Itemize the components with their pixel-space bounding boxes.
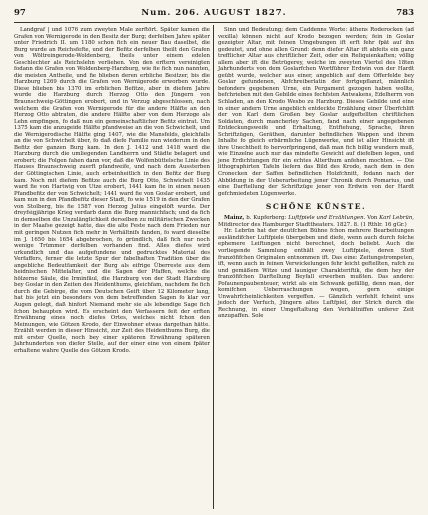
- review-heading: [218, 215, 414, 228]
- review-author-desc: Mitdirector des Hamburger Stadttheaters. 1827. 8. (1 Rthlr. 16 gGr.): [218, 221, 407, 228]
- page-number-left: 97: [14, 8, 26, 18]
- left-column: [14, 27, 210, 354]
- column-divider: [213, 25, 214, 509]
- page-number-right: 783: [396, 8, 414, 18]
- right-column: [218, 27, 414, 320]
- section-title: SCHÖNE KÜNSTE.: [265, 202, 367, 212]
- review-publisher: b. Kupferberg:: [246, 215, 287, 222]
- header-rule: [14, 22, 414, 23]
- review-title: Luftfpiele und Erzählungen.: [288, 215, 366, 222]
- review-paragraph: Hr. Lebrün hat der deutfchen Bühne fchon mehrere Bearbeitungen ausländifcher Luftfpiele übergeben und diefe, wenn auch durch folche ephemere Leiftungen nicht berechnet, doch beliebt. Auch die vorliegende Sammlung enthält zwey Luftfpiele, deren Stoff franzöfifchen Originalen entnommen ift. Das eine: Zeitungstrompeten, ift, wenn auch in feinen Verwickelungen fehr leicht geftellten, rafch zu und gemäßem Witze und launiger Charakteriftik, die dem hey der franzöfifchen Darftellung Beyfall erwerben mußten. Das andere: Pofaunenpaubenteuer, wirkt als ein Schwank gefällig, denn man, der komifchen Ueberraschungen wegen, gern einige Unwahrfcheinlichkeiten vergeffen. — Gänzlich verfehlt fcheint uns jedoch der Verfuch, Jüngern altes Luftfpiel, der Strich durch die Rechnung, in einer Umgeftaltung den Verhältniffen unferer Zeit anzupaffen. Sole: [218, 228, 414, 320]
- review-author-prefix: Von: [367, 215, 378, 222]
- right-paragraph: Sinn und Bedeutung; dem Caddenns Worte: äthens Roderocken (ad vexilla) können nicht auf Krodo bezogen werden; fein in Goslar gezeigter Altar, mit feinen Umgebungen ift erft fehr fpät auf ihn gedeutet, und ohne allen Grund: denn diefer Altar ift abfeits ein ganz trefflicher Altar aus chriftlicher Zeit, oder ein Reliquienkaften; völlig allem aber ift die Betrügerey, welche im zweyten Viertel des 18ten Jahrhunderts von dem Goslarfchen Wortführer Erdwin von der Hardt geübt wurde, welcher aus einer, angeblich auf dem Offerfelde bey Goslar gefundenen, Abfchreiberlatin der fortgepflanzt, männlich befonders gegebenen Urne, ein Pergament gezogen haben wollte, befchrieben mit den Gebilde eines fechfsten Antwakens, Edelherrn von Schladen, an den Krodo Wesbo zu Harzburg. Dieses Gebilde und eine in einer andern Urne angeblich entdeckte Erzählung einer Überfchlift der von Karl dem Großen bey Goslar aufgeftellten chriftlichen Soldaten, durch mancherley Sachen, fand nach einer angegebenen Entdeckungsweife und Erhaltung, Entftehung, Sprache, ihren Schriftzügen, Geräthen, darunter befindlichen Wappen und ihrem Inhalte fo gleich erbärmliche Lügenwerke, und ist aller Hinsicht ift ihre Unechtheit fo hervorfpringend, daß man fich billig wundern muß, wie Einzelne auch nur das mindefte Gewicht auf diefelben legen, und jene Erdichtungen für ein echtes Alterthum anfehen mochten. — Die lithographirten Tafeln liefern das Bild des Krodo, nach dem in den Cronecken der Saffen befindlichen Holzfchnitt, fodann nach der Abbildung in der Ueberarbeitung jener Chronik durch Pomarius, und eine Darftellung der Schriftzüge jener von Erdwin von der Hardt gefchmiedeten Lügenwerke.: [218, 27, 414, 197]
- left-paragraph: Landgraf | und 1076 zum zweyten Male zerftört. Später kamen die Grafen von Wernigerode in den Besitz der Burg; derfelben Jahre später unter Friedrich II. um 1180 schon fich ein neuer Bau daselbst, die Burg wurde an Reichsfefte, und der Befitz derfelben theilt den Grafen von Wöltreingerode-Woldenberg, theils unter einem edelen Geschlechter als Reichslehn verliehen. Von den erftern vereinigten fodann die Grafen von Woldenberg-Harzburg, wie fie fich nun nannten, die meisten Antheile, und fie blieben deren erbliche Besitzer, bis die Harzburg 1269 durch die Grafen von Wernigerode erworben wurde. Diese blieben bis 1370 im erblichen Befitze, aber in diefem Jahre wurde die Harzburg durch Herzog Otto den Jüngern von Braunschweig-Göttingen erobert, und in Verzug abgeschlossen, nach welchem die Grafen von Wernigerode für die andere Hälfte an den Herzog Otto abtraten, die andere Hälfte aber von dem Herzoge als Lehn empfingen, fo daß nun ein gemeinschaftlicher Befitz eintrat. Um 1375 kam die anzugeide Hälfte pfandweise an die von Schwichelt, und die Wernigerodische Hälfte ging 1407, wie die Mansfelds, gleichfalls an die von Schwichelt über, fo daß diefe Familie nun wiederum in den Befitz der ganzen Burg kam. In den J. 1412 und 1418 ward die Harzburg durch die umliegenden Landherrn und Städte belagert und erobert; die Folgen fahen dann vor, daß die Wolfenbüttelsche Linie des Hauses Braunschweig zuerft pfandweife, und nach dem Aussterben der Göttingischen Linie, auch erbeinheitlich in den Befitz der Burg kam. Noch mit diefem Befitze auch die Burg Otto, Schwichelt 1435 ward fie von Hartwig von Utze erobert, 1441 kam fie in einen neuen Pfandbefitz der von Schwichelt; 1441 ward fie von Goslar erobert, und kam nun in den Pfandbefitz dieser Stadt, fo wie 1519 in den der Grafen von Stolberg, bis fie 1587 von Herzog Julius eingelöft wurde. Der dreyfsigjährige Krieg verdarb dann die Burg mannichfach; und da fich in demselben die Unzulänglichkeit derselben zu militärischen Zwecken in der Maafse gezeigt hatte, das die alte Feste nach dem Frieden nur mit geringen Nutzen fich mehr in Verhältnifs fanden, fo ward dieselbe im J. 1650 bis 1654 abgebrochen, fo gründlich, daß fich nur noch wenige Trümmer derfelben vorhanden find. Alles diefes wird urkundlich und das aufgefundene und gedrucktes Material des Verfaffers, ferner die letzte Spur der fabelhaften Tradition über die angebliche Bedeutfamkeit der Burg als eifrige Überreste aus dem heidnischen Mittelalter, und die Sagen der Pfaffen, welche die hölzerne Säule, die Irminfäul, die Harzburg von der Stadt Harzburg bey Goslar in den Zeiten des Heidenthums, gleichfam, nachdem fie fich durch die Gebirge, die vom Deutschen Geift über 12 Kilometer lang, hat bis jetzt ein besonders von dem betreffenden Sagen fo klar vor Augen gelegt, daß hinfort Niemand mehr sie als lebendige Sage fich fchon behaupten wird. Es erscheint den Verfassern feit der erften Erwähnung eines noch diefes Ortes, welches nicht fchon den Meinungen, wie Götzen Krodo, der Einwohner etwas dargethan hätte. Erzählt werden in dieser Hinsicht, zur Zeit des Heidenthums Burg, die mit erster Quelle, noch bey einer späteren Erwähnung späteren Jahrhunderten von diefer Stelle, auf der einer eine von einem fpäter erhaltene wahre Quelle des Götzen Krodo.: [14, 27, 210, 354]
- review-place: Mainz,: [224, 215, 245, 222]
- page-header: [14, 8, 414, 22]
- review-author: Karl Lebrün,: [379, 215, 415, 222]
- running-title: Num. 206. AUGUST 1827.: [141, 8, 287, 18]
